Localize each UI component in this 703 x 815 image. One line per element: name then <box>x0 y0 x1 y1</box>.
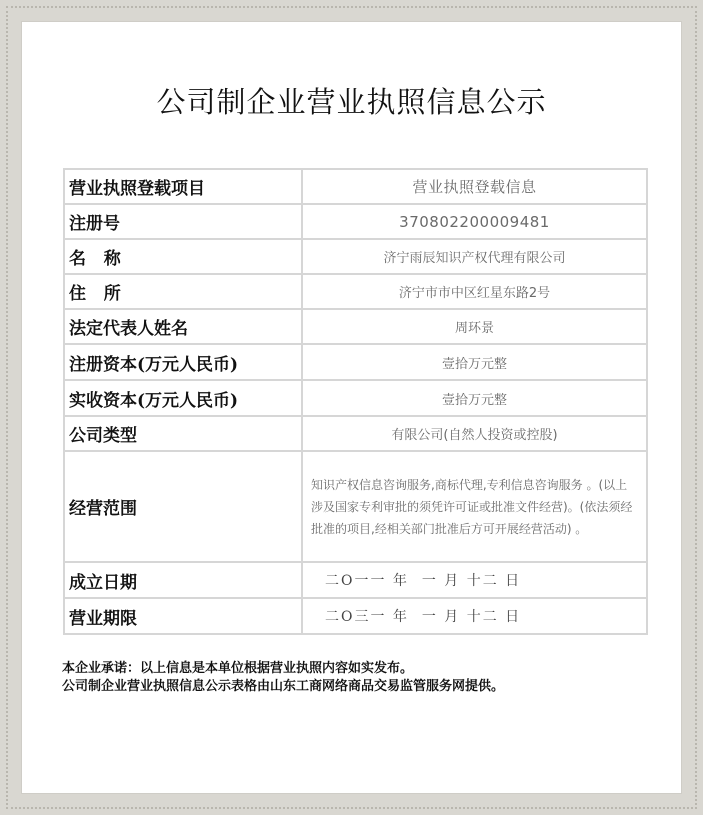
row-value: 济宁雨辰知识产权代理有限公司 <box>302 239 647 274</box>
row-label: 公司类型 <box>64 416 302 451</box>
row-label: 实收资本(万元人民币) <box>64 380 302 416</box>
table-header-row <box>64 169 647 204</box>
table-row-business-term <box>64 598 647 634</box>
table-row-company-type <box>64 416 647 451</box>
table-row-registration-number <box>64 204 647 239</box>
row-label: 营业期限 <box>64 598 302 634</box>
commitment-note: 本企业承诺：以上信息是本单位根据营业执照内容如实发布。 <box>62 661 414 676</box>
header-value: 营业执照登载信息 <box>302 169 647 204</box>
source-note: 公司制企业营业执照信息公示表格由山东工商网络商品交易监管服务网提供。 <box>62 679 505 694</box>
row-value: 二O三一 年 一 月 十二 日 <box>302 598 647 634</box>
row-label: 注册资本(万元人民币) <box>64 344 302 380</box>
row-label: 名 称 <box>64 239 302 274</box>
row-value: 知识产权信息咨询服务,商标代理,专利信息咨询服务 。(以上涉及国家专利审批的须凭许可证或批准文件经营)。(依法须经批准的项目,经相关部门批准后方可开展经营活动) 。 <box>302 451 647 562</box>
row-value: 壹拾万元整 <box>302 344 647 380</box>
footer-notes <box>62 660 662 696</box>
row-value: 周环景 <box>302 309 647 344</box>
row-label: 成立日期 <box>64 562 302 598</box>
license-info-table <box>63 168 648 635</box>
table-row-name <box>64 239 647 274</box>
page-title: 公司制企业营业执照信息公示 <box>156 85 547 119</box>
row-label: 注册号 <box>64 204 302 239</box>
row-label: 法定代表人姓名 <box>64 309 302 344</box>
table-row-business-scope <box>64 451 647 562</box>
row-value: 济宁市市中区红星东路2号 <box>302 274 647 309</box>
row-value: 370802200009481 <box>302 204 647 239</box>
table-row-address <box>64 274 647 309</box>
table-row-establishment-date <box>64 562 647 598</box>
row-value: 壹拾万元整 <box>302 380 647 416</box>
row-label: 经营范围 <box>64 451 302 562</box>
row-value: 有限公司(自然人投资或控股) <box>302 416 647 451</box>
table-row-registered-capital <box>64 344 647 380</box>
row-label: 住 所 <box>64 274 302 309</box>
table-row-legal-representative <box>64 309 647 344</box>
table-row-paid-in-capital <box>64 380 647 416</box>
header-label: 营业执照登载项目 <box>64 169 302 204</box>
row-value: 二O一一 年 一 月 十二 日 <box>302 562 647 598</box>
